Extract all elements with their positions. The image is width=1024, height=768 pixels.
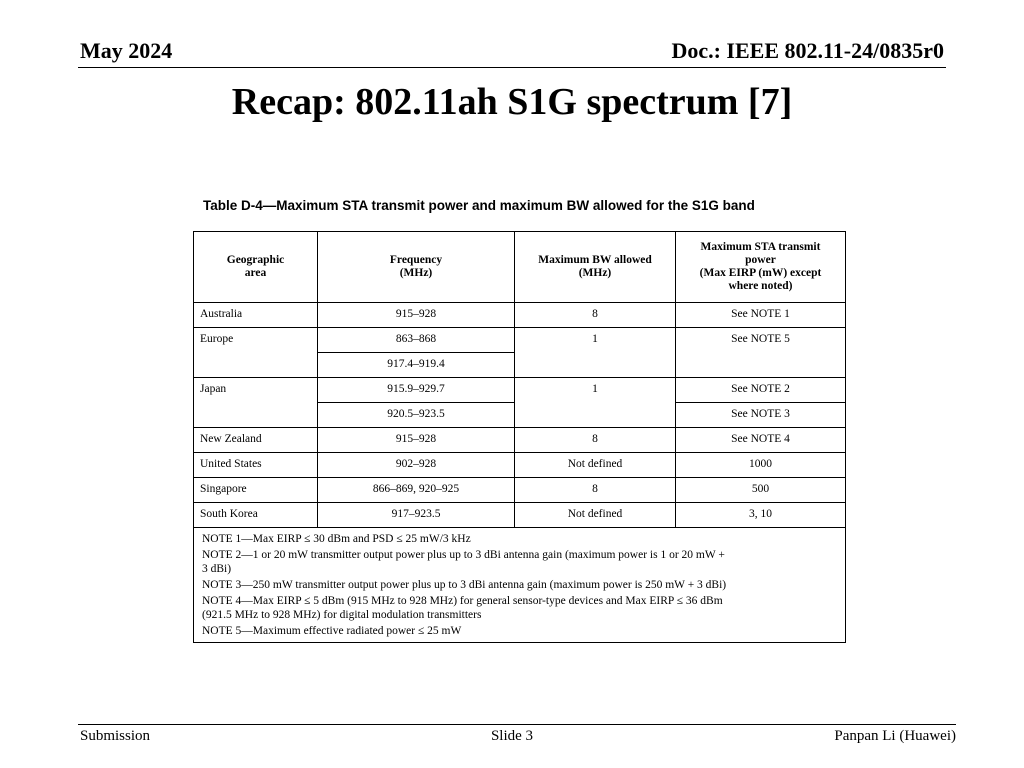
cell-area: Japan [194, 378, 318, 428]
cell-frequency: 917.4–919.4 [318, 353, 515, 378]
header-text: Frequency [389, 254, 443, 266]
header-text: Maximum STA transmit [700, 241, 821, 253]
table-notes-row [194, 528, 846, 643]
header-text: Geographic [226, 254, 285, 266]
header-text: (MHz) [578, 267, 612, 279]
table-row [194, 378, 846, 403]
footer-divider [78, 724, 956, 725]
note-4-continued: (921.5 MHz to 928 MHz) for digital modulation transmitters [202, 609, 482, 621]
header-text: power [745, 254, 776, 266]
note-5: NOTE 5—Maximum effective radiated power ≤ 25 mW [202, 625, 462, 637]
cell-bandwidth: 8 [515, 428, 676, 453]
cell-frequency: 915.9–929.7 [318, 378, 515, 403]
cell-area: South Korea [194, 503, 318, 528]
cell-bandwidth: Not defined [515, 453, 676, 478]
cell-bandwidth: 1 [515, 378, 676, 428]
table-row [194, 503, 846, 528]
s1g-spectrum-table [193, 231, 846, 643]
cell-frequency: 917–923.5 [318, 503, 515, 528]
cell-area: United States [194, 453, 318, 478]
footer-author: Panpan Li (Huawei) [834, 728, 956, 744]
header-text: Maximum BW allowed [538, 254, 652, 266]
cell-frequency: 915–928 [318, 303, 515, 328]
cell-power: 3, 10 [676, 503, 846, 528]
note-2: NOTE 2—1 or 20 mW transmitter output power plus up to 3 dBi antenna gain (maximum power is 1 or 20 mW + [202, 549, 725, 561]
cell-frequency: 866–869, 920–925 [318, 478, 515, 503]
cell-frequency: 863–868 [318, 328, 515, 353]
header-geographic-area [194, 232, 318, 303]
header-date: May 2024 [80, 38, 173, 63]
table-row [194, 478, 846, 503]
cell-area: Singapore [194, 478, 318, 503]
table-header-row [194, 232, 846, 303]
table-row [194, 428, 846, 453]
cell-bandwidth: Not defined [515, 503, 676, 528]
cell-bandwidth: 8 [515, 303, 676, 328]
cell-power: See NOTE 3 [676, 403, 846, 428]
cell-power: See NOTE 1 [676, 303, 846, 328]
cell-power: 1000 [676, 453, 846, 478]
header-max-bw [515, 232, 676, 303]
header-text: area [244, 267, 267, 279]
cell-power: See NOTE 5 [676, 328, 846, 378]
header-divider [78, 67, 946, 68]
table-caption: Table D-4—Maximum STA transmit power and maximum BW allowed for the S1G band [203, 198, 755, 213]
header-text: (Max EIRP (mW) except [699, 267, 822, 279]
footer-slide-number: Slide 3 [490, 728, 534, 744]
cell-frequency: 902–928 [318, 453, 515, 478]
note-1: NOTE 1—Max EIRP ≤ 30 dBm and PSD ≤ 25 mW/3 kHz [202, 533, 471, 545]
header-frequency [318, 232, 515, 303]
cell-frequency: 920.5–923.5 [318, 403, 515, 428]
header-text: where noted) [728, 280, 793, 292]
note-4: NOTE 4—Max EIRP ≤ 5 dBm (915 MHz to 928 MHz) for general sensor-type devices and Max EIRP ≤ 36 dBm [202, 595, 723, 607]
note-2-continued: 3 dBi) [202, 563, 232, 575]
table-notes [194, 528, 846, 643]
cell-power: See NOTE 2 [676, 378, 846, 403]
table-row [194, 453, 846, 478]
header-max-power [676, 232, 846, 303]
cell-area: Australia [194, 303, 318, 328]
cell-area: Europe [194, 328, 318, 378]
cell-bandwidth: 1 [515, 328, 676, 378]
cell-bandwidth: 8 [515, 478, 676, 503]
cell-power: 500 [676, 478, 846, 503]
cell-frequency: 915–928 [318, 428, 515, 453]
table-row [194, 328, 846, 353]
table-row [194, 303, 846, 328]
header-text: (MHz) [399, 267, 433, 279]
header-doc-id: Doc.: IEEE 802.11-24/0835r0 [671, 38, 944, 63]
cell-power: See NOTE 4 [676, 428, 846, 453]
note-3: NOTE 3—250 mW transmitter output power plus up to 3 dBi antenna gain (maximum power is 250 mW + 3 dBi) [202, 579, 727, 591]
slide-title: Recap: 802.11ah S1G spectrum [7] [231, 81, 793, 123]
cell-area: New Zealand [194, 428, 318, 453]
footer-submission: Submission [80, 728, 151, 744]
